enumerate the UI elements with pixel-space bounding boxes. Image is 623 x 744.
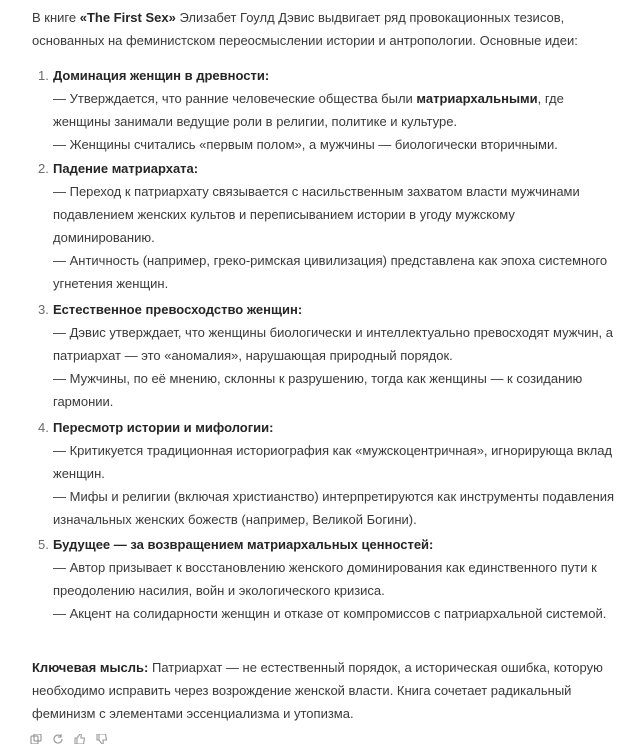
copy-icon[interactable] — [30, 734, 42, 744]
item-point: — Акцент на солидарности женщин и отказе от компромиссов с патриархальной системой. — [53, 606, 607, 621]
intro-text-end: Элизабет Гоулд Дэвис выдвигает ряд провокационных тезисов, основанных на феминистском переосмыслении истории и антропологии. Основные идеи: — [32, 10, 578, 48]
item-heading: Падение матриархата: — [53, 161, 199, 176]
item-point: — Утверждается, что ранние человеческие общества были матриархальными, где женщины занимали ведущие роли в религии, политике и культуре. — [53, 91, 564, 129]
message-actions — [30, 734, 108, 744]
item-point: — Дэвис утверждает, что женщины биологически и интеллектуально превосходят мужчин, а патриархат — это «аномалия», нарушающая природный порядок. — [53, 325, 613, 363]
list-item — [32, 298, 620, 413]
item-point: — Античность (например, греко-римская цивилизация) представлена как эпоха системного угнетения женщин. — [53, 253, 608, 291]
thumbs-up-icon[interactable] — [74, 734, 86, 744]
intro-text-start: В книге — [32, 10, 80, 25]
thumbs-down-icon[interactable] — [96, 734, 108, 744]
item-point: — Переход к патриархату связывается с насильственным захватом власти мужчинами подавлением женских культов и переписыванием истории в угоду мужскому доминированию. — [53, 184, 580, 245]
list-item — [32, 533, 620, 625]
item-point: — Женщины считались «первым полом», а мужчины — биологически вторичными. — [53, 137, 558, 152]
item-point: — Мужчины, по её мнению, склонны к разрушению, тогда как женщины — к созиданию гармонии. — [53, 371, 583, 409]
refresh-icon[interactable] — [52, 734, 64, 744]
item-heading: Естественное превосходство женщин: — [53, 302, 303, 317]
item-number: 2. — [38, 161, 49, 176]
emphasis: матриархальными — [416, 91, 538, 106]
item-point: — Автор призывает к восстановлению женского доминирования как единственного пути к преодолению насилия, войн и экологического кризиса. — [53, 560, 597, 598]
item-point: — Критикуется традиционная историография как «мужскоцентричная», игнорирующа вклад женщин. — [53, 443, 613, 481]
item-heading: Доминация женщин в древности: — [53, 68, 270, 83]
key-thought-text: Патриархат — не естественный порядок, а историческая ошибка, которую необходимо исправить через возрождение женской власти. Книга сочетает радикальный феминизм с элементами эссенциализма и утопизма. — [32, 660, 603, 721]
item-heading: Будущее — за возвращением матриархальных ценностей: — [53, 537, 434, 552]
list-item — [32, 416, 620, 531]
list-item — [32, 157, 620, 295]
list-item — [32, 64, 620, 156]
key-thought-label: Ключевая мысль — [32, 660, 145, 675]
item-number: 3. — [38, 302, 49, 317]
book-title: «The First Sex» — [79, 10, 176, 25]
item-number: 4. — [38, 420, 49, 435]
item-heading: Пересмотр истории и мифологии: — [53, 420, 274, 435]
item-point: — Мифы и религии (включая христианство) интерпретируются как инструменты подавления изначальных женских божеств (например, Великой Богини). — [53, 489, 615, 527]
item-number: 1. — [38, 68, 49, 83]
key-thought: Ключевая мысль: Патриархат — не естественный порядок, а историческая ошибка, которую необходимо исправить через возрождение женской власти. Книга сочетает радикальный феминизм с элементами эссенциализма и утопизма. — [32, 660, 603, 721]
intro-paragraph — [32, 6, 620, 52]
item-number: 5. — [38, 537, 49, 552]
